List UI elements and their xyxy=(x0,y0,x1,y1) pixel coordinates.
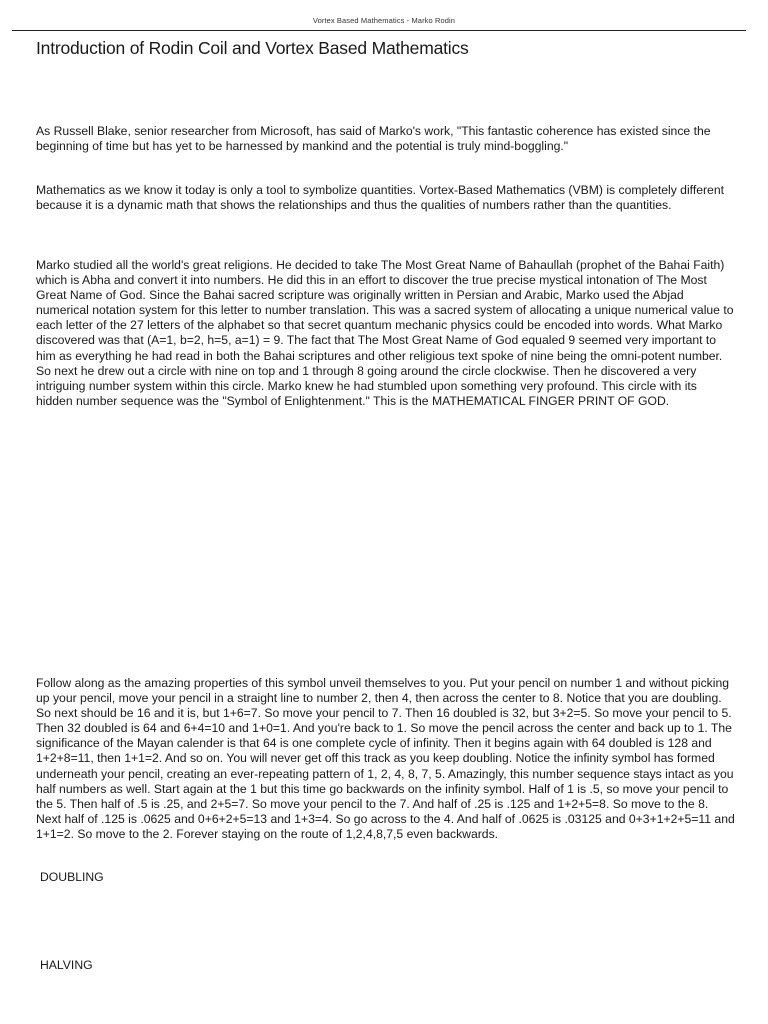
halving-label: HALVING xyxy=(40,958,93,972)
page-title: Introduction of Rodin Coil and Vortex Based Mathematics xyxy=(36,38,469,58)
paragraph-marko-religions: Marko studied all the world's great religions. He decided to take The Most Great Name of Bahaullah (prophet of the Bahai Faith) which is Abha and convert it into numbers. He did this in an effort to discover the true precise mystical intonation of The Most Great Name of God. Since the Bahai sacred scripture was originally written in Persian and Arabic, Marko used the Abjad numerical notation system for this letter to number translation. This was a sacred system of allocating a unique numerical value to each letter of the 27 letters of the alphabet so that secret quantum mechanic physics could be encoded into words. What Marko discovered was that (A=1, b=2, h=5, a=1) = 9. The fact that The Most Great Name of God equaled 9 seemed very important to him as everything he had read in both the Bahai scriptures and other religious text spoke of nine being the omni-potent number. So next he drew out a circle with nine on top and 1 through 8 going around the circle clockwise. Then he discovered a very intriguing number system within this circle. Marko knew he had stumbled upon something very profound. This circle with its hidden number sequence was the "Symbol of Enlightenment." This is the MATHEMATICAL FINGER PRINT OF GOD. xyxy=(36,258,734,408)
paragraph-doubling-halving-explanation: Follow along as the amazing properties of this symbol unveil themselves to you. Put your pencil on number 1 and without picking up your pencil, move your pencil in a straight line to number 2, then 4, then across the center to 8. Notice that you are doubling. So next should be 16 and it is, but 1+6=7. So move your pencil to 7. Then 16 doubled is 32, but 3+2=5. So move your pencil to 5. Then 32 doubled is 64 and 6+4=10 and 1+0=1. And you're back to 1. So move the pencil across the center and back up to 1. The significance of the Mayan calender is that 64 is one complete cycle of infinity. Then it begins again with 64 doubled is 128 and 1+2+8=11, then 1+1=2. And so on. You will never get off this track as you keep doubling. Notice the infinity symbol has formed underneath your pencil, creating an ever-repeating pattern of 1, 2, 4, 8, 7, 5. Amazingly, this number sequence stays intact as you half numbers as well. Start again at the 1 but this time go backwards on the infinity symbol. Half of 1 is .5, so move your pencil to the 5. Then half of .5 is .25, and 2+5=7. So move your pencil to the 7. And half of .25 is .125 and 1+2+5=8. So move to the 8. Next half of .125 is .0625 and 0+6+2+5=13 and 1+3=4. So go across to the 4. And half of .0625 is .03125 and 0+3+1+2+5=11 and 1+1=2. So move to the 2. Forever staying on the route of 1,2,4,8,7,5 even backwards. xyxy=(36,676,735,841)
running-header: Vortex Based Mathematics - Marko Rodin xyxy=(312,16,456,25)
header-divider xyxy=(12,30,746,31)
doubling-label: DOUBLING xyxy=(40,870,104,884)
paragraph-russell-blake-quote: As Russell Blake, senior researcher from Microsoft, has said of Marko's work, "This fantastic coherence has existed since the beginning of time but has yet to be harnessed by mankind and the potential is truly mind-boggling." xyxy=(36,124,711,154)
paragraph-vbm-definition: Mathematics as we know it today is only a tool to symbolize quantities. Vortex-Based Mathematics (VBM) is completely different because it is a dynamic math that shows the relationships and thus the qualities of numbers rather than the quantities. xyxy=(36,183,724,213)
